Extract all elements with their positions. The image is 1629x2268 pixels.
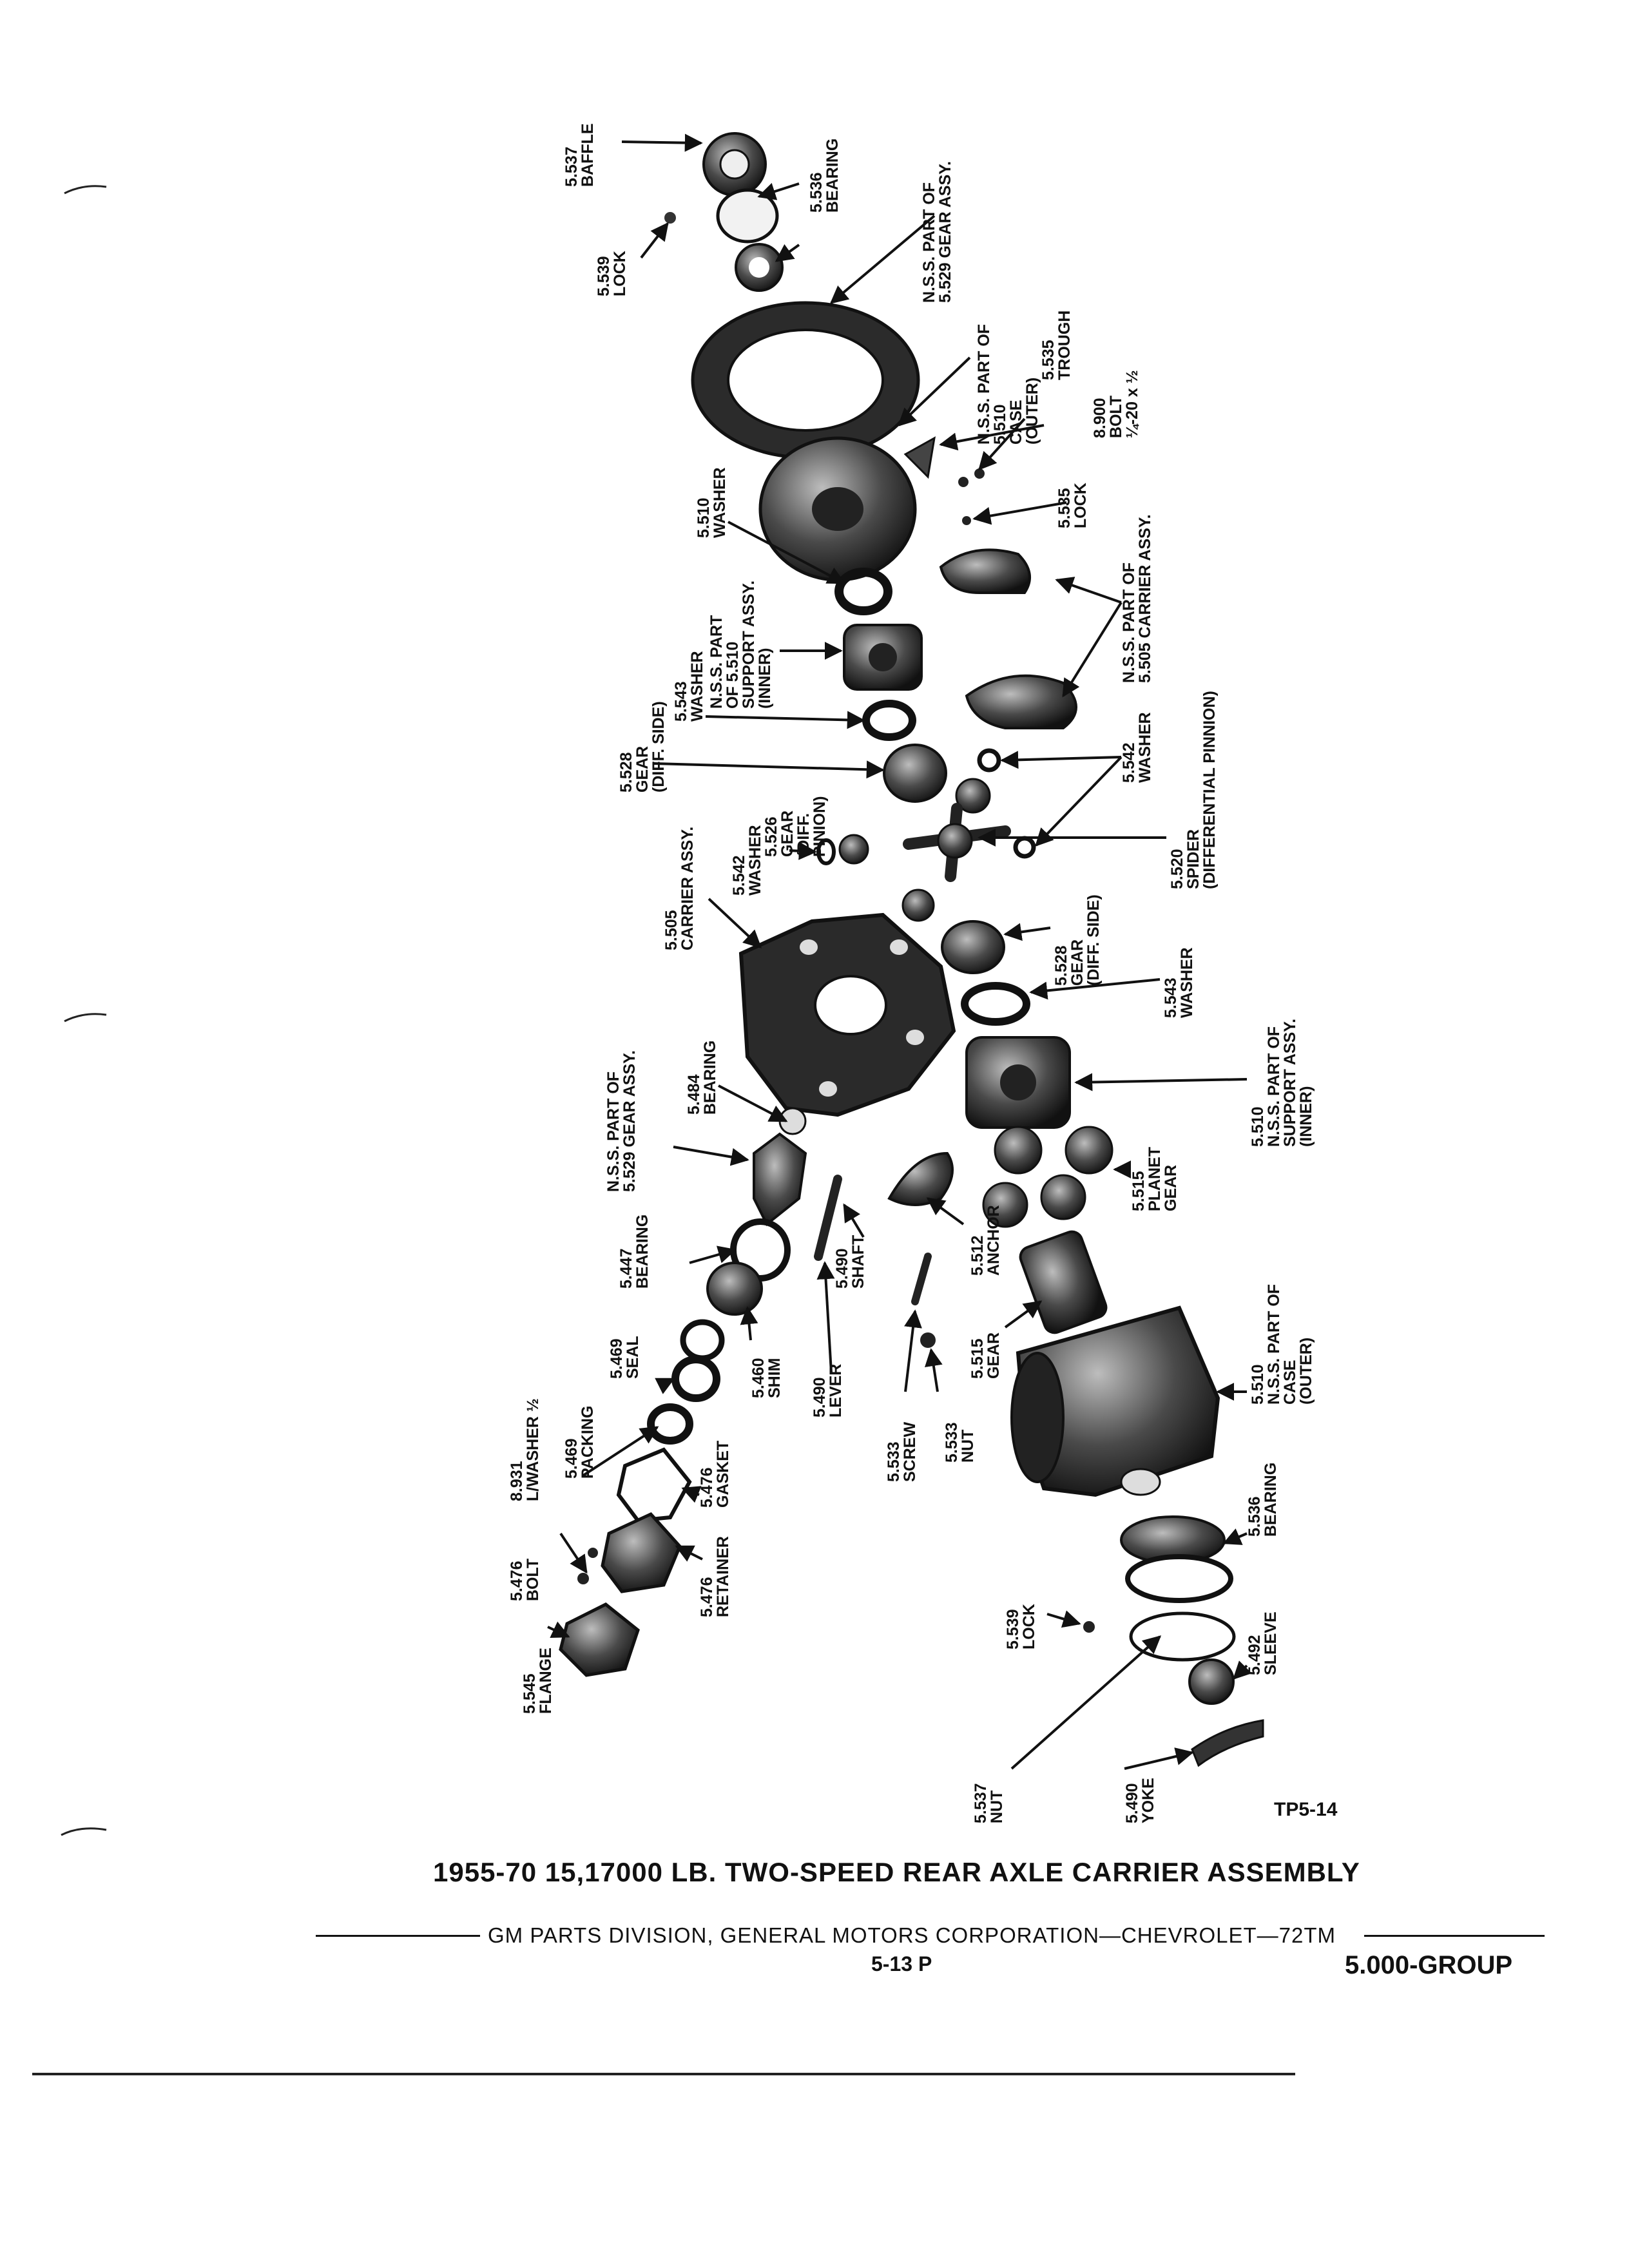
leader-line [928,1198,963,1224]
callout-line: LEVER [827,1363,845,1418]
callout-line: 5.528 [1052,945,1070,986]
leader-line [641,224,668,258]
callout-line: SUPPORT ASSY. [1281,1018,1299,1147]
callout-line: SCREW [901,1421,919,1482]
callout-5-528-gear-bottom [1054,894,1102,986]
callout-line: BOLT [1107,395,1125,438]
bolt-part-top [974,468,985,479]
callout-line: GASKET [714,1440,732,1508]
planet-gears-part [983,1127,1112,1227]
case-outer-lower [1012,1308,1218,1495]
callout-line: SHIM [766,1358,784,1398]
leader-line [561,1533,586,1572]
callout-line: SEAL [624,1336,642,1379]
pinion-gear-assy [754,1108,805,1224]
callout-line: (OUTER) [1023,377,1041,445]
leader-line [706,716,863,720]
leader-line [1234,1666,1247,1678]
callout-line: 5.545 [521,1673,539,1714]
callout-5-510-support-inner [1250,1019,1315,1147]
callout-line: 5.539 [595,256,613,296]
callout-line: 5.536 [1246,1496,1264,1537]
callout-5-512-anchor [970,1205,1002,1276]
callout-5-537-baffle [564,123,596,187]
callout-5-505-carrier [664,827,696,950]
callout-5-510-washer [696,467,728,538]
callout-line: 5.447 [617,1248,635,1289]
retainer-part [602,1514,680,1591]
callout-line: WASHER [746,825,764,896]
callout-line: BOLT [524,1558,542,1601]
callout-5-469-seal [609,1336,641,1379]
leader-line [1047,1614,1079,1624]
leader-line [1036,757,1121,845]
callout-line: 5.533 [885,1441,903,1482]
callout-line: 5.542 [1120,742,1138,783]
callout-line: 5.543 [1162,977,1180,1018]
callout-line: N.S.S. PART OF [1265,1283,1283,1405]
callout-nss-5-529-mid [606,1050,638,1192]
bottom-rule [32,2073,1295,2075]
callout-line: 5.535 [1039,340,1057,380]
nut-part-533 [920,1332,936,1348]
flange-part [561,1604,638,1675]
packing-part [651,1407,689,1441]
leader-line [825,1263,831,1372]
callout-line: 5.505 CARRIER ASSY. [1136,514,1154,683]
callout-line: LOCK [1020,1604,1038,1649]
callout-line: 5.512 [969,1235,987,1276]
seal-part [675,1360,717,1398]
carrier-housing-part [741,915,954,1115]
callout-line: N.S.S. PART OF [975,323,993,445]
leader-line [660,1379,673,1385]
callout-5-515-planet [1131,1147,1179,1211]
callout-5-515-gear [970,1332,1002,1379]
anchor-part [889,1153,952,1205]
sun-gear-part [1017,1229,1109,1336]
diff-side-gear-upper [884,745,946,802]
callout-line: 5.533 [943,1422,961,1463]
callout-5-476-bolt [509,1559,541,1601]
callout-line: 5.537 [972,1783,990,1823]
leader-line [759,184,799,197]
callout-5-543-washer-top [673,651,706,722]
spider-part [909,809,1005,876]
callout-line: (DIFF. [795,812,813,857]
callout-line: 5.510 [991,404,1009,445]
carrier-cap-upper [941,550,1030,593]
leader-line [1063,602,1121,696]
callout-line: LOCK [1072,483,1090,528]
lock-part-trough [962,516,971,525]
leader-line [831,216,934,303]
callout-line: 5.469 [563,1438,581,1479]
callout-line: 5.490 [833,1248,851,1289]
callout-5-526-gear [764,796,828,857]
washer-542-right-b [1016,838,1034,856]
callout-line: (INNER) [756,648,774,709]
callout-line: FLANGE [537,1648,555,1714]
washer-543-lower [965,986,1027,1022]
callout-5-476-retainer [699,1536,731,1617]
callout-line: RETAINER [714,1536,732,1617]
callout-line: 5.476 [698,1577,716,1617]
callout-5-492-sleeve [1247,1611,1279,1675]
callout-line: GEAR [1068,939,1086,986]
bolt-part-top [958,477,969,487]
callout-5-528-gear-top [619,701,667,793]
callout-line: SLEEVE [1262,1611,1280,1675]
leader-line [677,1546,702,1559]
callout-line: WASHER [711,467,729,538]
callout-line: CASE [1007,399,1025,445]
callout-line: (DIFF. SIDE) [1084,894,1103,986]
leader-line [747,1308,751,1340]
support-inner-lower [967,1037,1070,1128]
callout-5-542-washer-right [1121,712,1153,783]
bolt-part-476 [577,1573,589,1584]
diff-pinion-left [840,835,868,863]
callout-line: GEAR [778,810,796,857]
callout-5-460-shim [751,1358,783,1398]
callout-line: N.S.S. PART OF [1265,1026,1283,1147]
callout-line: OF 5.510 [724,641,742,709]
callout-line: (DIFFERENTIAL PINNION) [1200,691,1219,889]
bearing-cone-top [736,244,782,291]
callout-line: 5.505 [662,910,680,950]
callout-line: SUPPORT ASSY. [740,580,758,709]
leader-line [622,142,701,143]
callout-line: 5.543 [672,681,690,722]
ring-gear-part [693,303,918,457]
footer-publisher: GM PARTS DIVISION, GENERAL MOTORS CORPORATION—CHEVROLET—72TM [488,1923,1336,1947]
callout-line: BAFFLE [579,123,597,187]
callout-line: PACKING [579,1405,597,1479]
callout-line: 5.484 [685,1074,703,1115]
callout-line: (DIFF. SIDE) [650,701,668,793]
bearing-cup-top [718,190,777,242]
callout-line: 5.510 [1249,1106,1267,1147]
callout-8-900-bolt [1092,370,1141,438]
case-outer-upper [760,438,915,580]
callout-nss-5-505-carrier [1121,514,1153,683]
leader-line [844,1205,863,1237]
callout-5-476-gasket [699,1441,731,1508]
callout-line: TROUGH [1055,310,1074,380]
callout-line: 5.537 [563,146,581,187]
washer-543-upper [866,704,912,737]
callout-line: 8.931 [508,1461,526,1501]
figure-code: TP5-14 [1274,1799,1338,1820]
leader-line [931,1350,938,1392]
callout-line: 5.490 [811,1377,829,1418]
callout-5-536-bearing-bottom [1247,1463,1279,1537]
leader-line [1012,1637,1160,1769]
callout-line: 5.469 [608,1338,626,1379]
callout-line: GEAR [985,1332,1003,1379]
callout-line: WASHER [1136,712,1154,783]
leader-line [709,899,760,947]
callout-5-533-nut [944,1422,976,1463]
leader-line [1076,1079,1247,1082]
callout-line: WASHER [688,651,706,722]
page-number: 5-13 P [871,1952,932,1975]
leader-line [654,764,883,770]
callout-nss-5-529-top [921,161,954,303]
callout-line: ANCHOR [985,1205,1003,1276]
group-number: 5.000-GROUP [1345,1951,1513,1979]
callout-line: CARRIER ASSY. [679,826,697,950]
callout-5-545-flange [522,1648,554,1714]
callout-5-484-bearing [686,1041,718,1115]
leader-line [905,1311,915,1392]
leader-line [776,245,799,261]
callout-8-931-lwasher [509,1398,541,1501]
carrier-cap-lower [967,676,1076,728]
callout-line: N.S.S. PART OF [920,182,938,303]
bearing-cup-lower [1128,1557,1231,1600]
callout-line: 5.539 [1004,1609,1022,1649]
washer-part [839,572,888,611]
callout-line: WASHER [1178,947,1196,1018]
callout-line: 5.535 [1055,488,1074,528]
callout-line: (OUTER) [1297,1337,1315,1405]
callout-line: GEAR [633,745,651,793]
callout-5-539-lock-bottom [1005,1604,1037,1649]
callout-line: LOCK [611,251,629,296]
scan-mark [61,1829,106,1835]
leader-line [673,1147,747,1160]
bearing-447-b [708,1263,762,1314]
sleeve-part [1190,1660,1233,1704]
callout-line: 5.526 [762,816,780,857]
callout-line: NUT [988,1790,1006,1823]
callout-line: 8.900 [1091,398,1109,438]
trough-part [905,438,934,477]
callout-5-535-lock [1057,483,1089,528]
callout-5-447-bearing [619,1215,651,1289]
baffle-part [704,133,766,195]
leader-line [1002,757,1121,760]
callout-5-537-nut [973,1783,1005,1823]
callout-line: 5.476 [508,1561,526,1601]
callout-line: NUT [959,1429,977,1463]
callout-line: SHAFT [849,1235,867,1289]
callout-5-533-screw [886,1422,918,1482]
leader-line [689,1250,735,1263]
callout-line: N.S.S. PART OF [1120,562,1138,683]
callout-line: PLANET [1146,1147,1164,1211]
leader-line [1224,1533,1247,1543]
diff-pinion-lower [903,890,934,921]
screw-part [915,1256,928,1302]
callout-line: 5.476 [698,1467,716,1508]
callout-line: 5.529 GEAR ASSY. [621,1050,639,1192]
callout-line: 5.460 [749,1358,767,1398]
callout-line: BEARING [701,1040,719,1115]
callout-line: GEAR [1162,1164,1180,1211]
callout-5-520-spider [1170,691,1218,889]
callout-line: 5.515 [969,1338,987,1379]
footer-rule-right [1364,1935,1545,1937]
callout-line: (INNER) [1297,1086,1315,1147]
callout-line: 5.536 [807,172,825,213]
callout-5-535-trough [1041,311,1073,380]
callout-5-490-yoke [1124,1778,1157,1823]
callout-line: 5.542 [730,855,748,896]
gasket-part [619,1450,689,1521]
callout-line: 5.529 GEAR ASSY. [936,160,954,303]
callout-5-490-shaft [834,1235,867,1289]
callout-nss-5-510-support-inner-top [709,581,773,709]
shim-part [683,1322,722,1358]
callout-line: BEARING [1262,1462,1280,1537]
callout-nss-5-510-case-outer-top [976,324,1041,445]
lock-part-top [664,212,676,224]
callout-line: N.S.S. PART OF [604,1071,622,1192]
callout-line: BEARING [824,138,842,213]
callout-line: BEARING [633,1214,651,1289]
callout-line: 5.490 [1123,1783,1141,1823]
callout-line: 5.510 [1249,1364,1267,1405]
callout-line: CASE [1281,1360,1299,1405]
callout-5-469-packing [564,1406,596,1479]
callout-line: YOKE [1139,1778,1157,1823]
support-inner-upper [844,625,921,689]
callout-line: ¼-20 x ½ [1123,370,1141,438]
lwasher-part [588,1548,598,1558]
yoke-part [1192,1720,1263,1765]
leader-line [974,503,1066,519]
lock-part-bottom [1083,1621,1095,1633]
callout-5-490-lever [812,1364,844,1418]
callout-line: 5.515 [1130,1171,1148,1211]
leader-line [1057,580,1121,602]
scan-mark [64,186,106,193]
scan-mark [64,1014,106,1021]
footer-rule-left [316,1935,480,1937]
callout-line: 5.528 [617,752,635,793]
page-title: 1955-70 15,17000 LB. TWO-SPEED REAR AXLE CARRIER ASSEMBLY [433,1857,1360,1887]
callout-line: 5.520 [1168,849,1186,889]
leader-line [1005,1302,1041,1327]
callout-line: N.S.S. PART [708,615,726,709]
callout-line: 5.492 [1246,1635,1264,1675]
callout-line: 5.510 [695,497,713,538]
callout-5-543-washer-bottom [1163,947,1195,1018]
callout-line: PINION) [811,796,829,857]
callout-5-536-bearing-top [809,139,841,213]
leader-line [1005,928,1050,934]
callout-line: L/WASHER ½ [524,1398,542,1501]
nut-537-part [1131,1613,1234,1660]
leader-line [1124,1753,1192,1769]
washer-542-right-a [979,751,999,770]
diff-side-gear-lower [942,921,1004,973]
callout-5-542-washer-left [731,825,764,896]
callout-line: SPIDER [1184,829,1202,889]
callout-5-510-case-outer [1250,1284,1315,1405]
callout-5-539-lock-top [596,251,628,296]
